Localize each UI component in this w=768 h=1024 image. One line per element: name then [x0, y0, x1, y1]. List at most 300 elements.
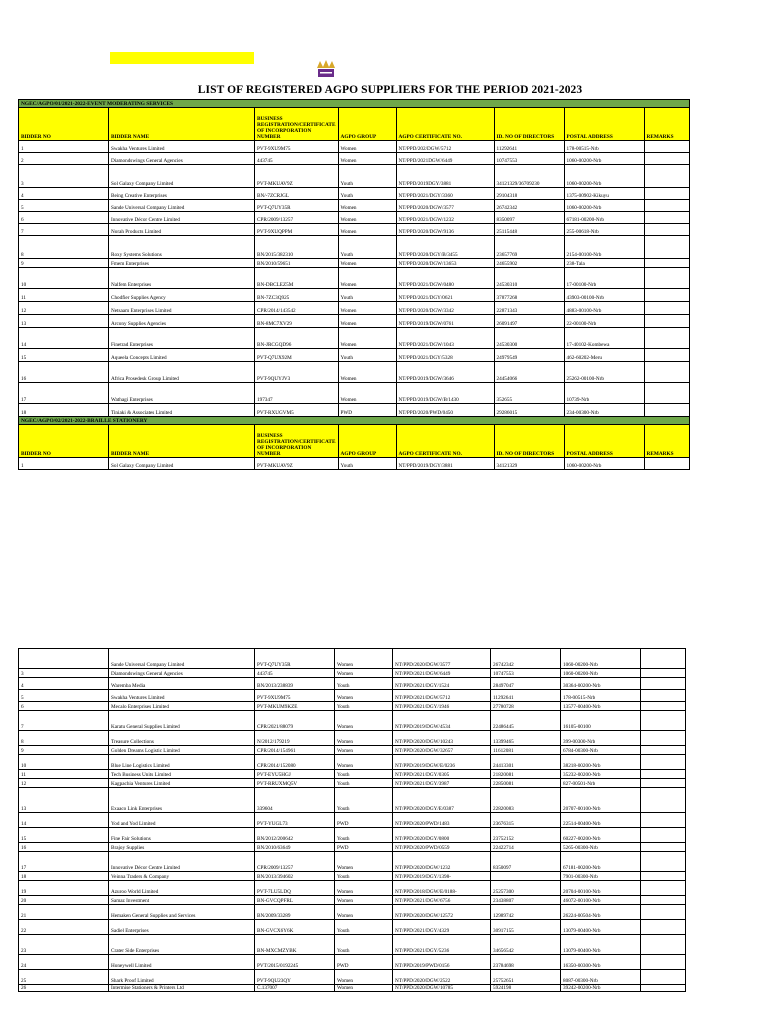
director-id-cell: 23438807: [491, 896, 561, 905]
page-title: LIST OF REGISTERED AGPO SUPPLIERS FOR THE PERIOD 2021-2023: [197, 84, 583, 96]
bidder-name-cell: Aqueela Concepts Limited: [109, 349, 255, 362]
registration-number-cell: BN-8MC7XV29: [255, 315, 339, 328]
bidder-no-cell: 25: [19, 970, 109, 985]
postal-address-cell: 35232-00200-Nrb: [561, 770, 641, 779]
table-row: [19, 259, 690, 268]
agpo-group-cell: PWD: [338, 404, 396, 417]
agpo-certificate-cell: NT/PPD/2021/DGW/6756: [393, 896, 491, 905]
remarks-cell: [644, 289, 689, 302]
bidder-no-cell: 3: [19, 669, 109, 678]
bidder-no-cell: 17: [19, 383, 109, 404]
agpo-group-cell: Youth: [335, 702, 393, 711]
postal-address-cell: 1060-00200-Nrb: [561, 649, 641, 669]
director-id-cell: 5924198: [491, 985, 561, 992]
director-id-cell: 25752651: [491, 970, 561, 985]
column-header-postal: POSTAL ADDRESS: [564, 425, 644, 458]
table-row: [19, 302, 690, 315]
registration-number-cell: PVT-MKUAV9Z: [255, 458, 339, 470]
bidder-no-cell: 1: [19, 458, 109, 470]
registration-number-cell: BN-GVCQPFRL: [255, 896, 335, 905]
director-id-cell: 8350097: [491, 852, 561, 872]
postal-address-cell: 60227-00200-Nrb: [561, 828, 641, 843]
section-title-row: [19, 417, 690, 425]
bidder-no-cell: 1: [19, 141, 109, 153]
bidder-no-cell: 13: [19, 315, 109, 328]
director-id-cell: 23657769: [494, 236, 564, 259]
table-row: [19, 779, 686, 788]
bidder-no-cell: 10: [19, 755, 109, 770]
agpo-group-cell: Women: [335, 669, 393, 678]
postal-address-cell: 1060-00200-Nrb: [561, 669, 641, 678]
director-id-cell: 13399465: [491, 731, 561, 746]
agpo-certificate-cell: NT/PPD/2020/DGY/0800: [393, 828, 491, 843]
director-id-cell: 21820081: [491, 770, 561, 779]
director-id-cell: 29286015: [494, 404, 564, 417]
remarks-cell: [644, 259, 689, 268]
director-id-cell: 28497047: [491, 678, 561, 690]
bidder-name-cell: Finetrad Enterprises: [109, 328, 255, 349]
registration-number-cell: PVT-9XU9M75: [255, 141, 339, 153]
agpo-certificate-cell: NT/PPD/2019/DGY/3881: [396, 458, 494, 470]
agpo-certificate-cell: NT/PPD/2020/DGW/13653: [396, 259, 494, 268]
column-header-bidder-no: BIDDER NO: [19, 425, 109, 458]
director-id-cell: [491, 872, 561, 881]
registration-number-cell: CPR/2021/88079: [255, 711, 335, 731]
bidder-name-cell: Veinna Traders & Company: [109, 872, 255, 881]
director-id-cell: 22850081: [491, 779, 561, 788]
agpo-certificate-cell: NT/PPD/2019/DGW/0761: [396, 315, 494, 328]
agpo-group-cell: PWD: [335, 813, 393, 828]
director-id-cell: 11612081: [491, 746, 561, 755]
column-header-bidder-no: BIDDER NO: [19, 108, 109, 141]
director-id-cell: 23676315: [491, 813, 561, 828]
table-row: [19, 383, 690, 404]
director-id-cell: 22486445: [491, 711, 561, 731]
remarks-cell: [641, 843, 686, 852]
table-row: [19, 362, 690, 383]
agpo-group-cell: Youth: [338, 188, 396, 200]
table-row: [19, 788, 686, 813]
agpo-group-cell: Women: [335, 755, 393, 770]
director-id-cell: 26742342: [491, 649, 561, 669]
postal-address-cell: 5265-00300-Nrb: [561, 843, 641, 852]
agpo-group-cell: Women: [338, 212, 396, 224]
agpo-group-cell: Youth: [338, 236, 396, 259]
agpo-group-cell: Women: [335, 970, 393, 985]
postal-address-cell: 25262-00100-Nrb: [564, 362, 644, 383]
bidder-name-cell: Swakha Ventures Limited: [109, 690, 255, 702]
agpo-group-cell: Women: [335, 690, 393, 702]
bidder-name-cell: Roxy Systems Solutions: [109, 236, 255, 259]
remarks-cell: [641, 935, 686, 955]
remarks-cell: [644, 141, 689, 153]
table-row: [19, 328, 690, 349]
postal-address-cell: 1060-00200-Nrb: [564, 165, 644, 188]
registration-number-cell: PVT-RXUGVM5: [255, 404, 339, 417]
table-row: [19, 852, 686, 872]
bidder-name-cell: Innovative Décor Centre Limited: [109, 212, 255, 224]
agpo-group-cell: Women: [338, 141, 396, 153]
table-row: [19, 315, 690, 328]
postal-address-cell: 26224-00504-Nrb: [561, 905, 641, 920]
bidder-name-cell: Intermise Stationers & Printers Ltd: [109, 985, 255, 992]
table-row: [19, 813, 686, 828]
director-id-cell: 34656542: [491, 935, 561, 955]
remarks-cell: [644, 349, 689, 362]
bidder-name-cell: Swakha Ventures Limited: [109, 141, 255, 153]
registration-number-cell: BN/2015/382310: [255, 236, 339, 259]
table-row: [19, 669, 686, 678]
director-id-cell: 24413301: [491, 755, 561, 770]
remarks-cell: [641, 690, 686, 702]
bidder-name-cell: Crater Side Enterprises: [109, 935, 255, 955]
agpo-group-cell: Women: [338, 153, 396, 165]
bidder-name-cell: Fine Fair Solutions: [109, 828, 255, 843]
agpo-certificate-cell: NT/PPD/2021/DGW/6449: [393, 669, 491, 678]
agpo-certificate-cell: NT/PPD/2020/PWD/0450: [396, 404, 494, 417]
bidder-no-cell: 17: [19, 852, 109, 872]
bidder-no-cell: 26: [19, 985, 109, 992]
postal-address-cell: 13079-00400-Nrb: [561, 935, 641, 955]
registration-number-cell: PVT-Q7UY35R: [255, 649, 335, 669]
table-row: [19, 649, 686, 669]
postal-address-cell: 30364-00200-Nrb: [561, 678, 641, 690]
bidder-no-cell: 8: [19, 236, 109, 259]
director-id-cell: 11292641: [494, 141, 564, 153]
registration-number-cell: PVT-9QUYJV3: [255, 362, 339, 383]
registration-number-cell: CPR/2009/13257: [255, 852, 335, 872]
agpo-group-cell: Women: [338, 224, 396, 236]
bidder-name-cell: Tech Business Units Limited: [109, 770, 255, 779]
postal-address-cell: 255-00618-Nrb: [564, 224, 644, 236]
remarks-cell: [641, 852, 686, 872]
remarks-cell: [641, 711, 686, 731]
postal-address-cell: 6784-00300-Nrb: [561, 746, 641, 755]
director-id-cell: 37877268: [494, 289, 564, 302]
postal-address-cell: 38218-00200-Nrb: [561, 755, 641, 770]
bidder-no-cell: 21: [19, 905, 109, 920]
postal-address-cell: 178-00515-Nrb: [561, 690, 641, 702]
remarks-cell: [641, 896, 686, 905]
column-header-agpo-cert: AGPO CERTIFICATE NO.: [396, 108, 494, 141]
agpo-certificate-cell: NT/PPD/2019/DGW/4534: [393, 711, 491, 731]
suppliers-table: [18, 99, 690, 470]
agpo-certificate-cell: NT/PPD/2021/DGW/0480: [396, 268, 494, 289]
agpo-certificate-cell: NT/PPD/2020/DGW/3577: [393, 649, 491, 669]
postal-address-cell: 67181-00200-Nrb: [564, 212, 644, 224]
agpo-group-cell: Youth: [335, 872, 393, 881]
agpo-group-cell: Youth: [338, 349, 396, 362]
remarks-cell: [641, 955, 686, 970]
bidder-no-cell: 3: [19, 165, 109, 188]
postal-address-cell: 234-00300-Nrb: [564, 404, 644, 417]
bidder-no-cell: 23: [19, 935, 109, 955]
bidder-name-cell: Sol Galaxy Company Limited: [109, 165, 255, 188]
director-id-cell: 22871343: [494, 302, 564, 315]
agpo-certificate-cell: NT/PPD/2019/DGY/1398-: [393, 872, 491, 881]
bidder-name-cell: Waremba Media: [109, 678, 255, 690]
remarks-cell: [644, 458, 689, 470]
registration-number-cell: 339604: [255, 788, 335, 813]
agpo-certificate-cell: NT/PPD/2018/DGW/E/0188-: [393, 881, 491, 896]
bidder-no-cell: 24: [19, 955, 109, 970]
bidder-name-cell: Chodfier Supplies Agency: [109, 289, 255, 302]
agpo-group-cell: PWD: [335, 955, 393, 970]
director-id-cell: 26091497: [494, 315, 564, 328]
agpo-group-cell: Youth: [335, 828, 393, 843]
table-row: [19, 690, 686, 702]
bidder-no-cell: 14: [19, 813, 109, 828]
postal-address-cell: 43903-00100-Nrb: [564, 289, 644, 302]
table-row: [19, 985, 686, 992]
remarks-cell: [641, 828, 686, 843]
registration-number-cell: PVT-7LU5LDQ: [255, 881, 335, 896]
registration-number-cell: CPR/2014/154961: [255, 746, 335, 755]
agpo-certificate-cell: NT/PPD/2021/DGY/4329: [393, 920, 491, 935]
registration-number-cell: PVT-Q7UX92M: [255, 349, 339, 362]
remarks-cell: [641, 746, 686, 755]
remarks-cell: [641, 770, 686, 779]
director-id-cell: 352655: [494, 383, 564, 404]
table-header-row: [19, 425, 690, 458]
bidder-no-cell: 18: [19, 872, 109, 881]
director-id-cell: 24979549: [494, 349, 564, 362]
agpo-certificate-cell: NT/PPD/2021/DGW/1043: [396, 328, 494, 349]
remarks-cell: [641, 872, 686, 881]
column-header-agpo-group: AGPO GROUP: [338, 108, 396, 141]
registration-number-cell: BN/2010/59651: [255, 259, 339, 268]
agpo-group-cell: Women: [335, 711, 393, 731]
bidder-name-cell: Wathagi Enterprises: [109, 383, 255, 404]
agpo-certificate-cell: NT/PPD/2020/DGW/12572: [393, 905, 491, 920]
remarks-cell: [644, 212, 689, 224]
bidder-no-cell: 16: [19, 362, 109, 383]
bidder-name-cell: Innovative Décor Centre Limited: [109, 852, 255, 872]
agpo-certificate-cell: NT/PPD/2020/DGW/9136: [396, 224, 494, 236]
table-row: [19, 872, 686, 881]
agpo-certificate-cell: NT/PPD/2021DGW/6449: [396, 153, 494, 165]
bidder-name-cell: Sadiel Enterprises: [109, 920, 255, 935]
remarks-cell: [644, 315, 689, 328]
bidder-name-cell: Mecalo Enterprises Limited: [109, 702, 255, 711]
table-row: [19, 935, 686, 955]
agpo-group-cell: Women: [335, 881, 393, 896]
agpo-group-cell: Women: [335, 896, 393, 905]
bidder-no-cell: 7: [19, 224, 109, 236]
agpo-group-cell: Women: [338, 268, 396, 289]
director-id-cell: 29104318: [494, 188, 564, 200]
remarks-cell: [641, 788, 686, 813]
bidder-name-cell: Diamondswings General Agencies: [109, 153, 255, 165]
bidder-name-cell: Sande Universal Company Limited: [109, 200, 255, 212]
agpo-group-cell: Women: [335, 905, 393, 920]
bidder-name-cell: Samaz Investment: [109, 896, 255, 905]
registration-number-cell: BN-MXCMZYBK: [255, 935, 335, 955]
registration-number-cell: BN-DBCLEZ5M: [255, 268, 339, 289]
bidder-name-cell: Nalfem Enterprises: [109, 268, 255, 289]
remarks-cell: [641, 702, 686, 711]
postal-address-cell: 22514-00400-Nrb: [561, 813, 641, 828]
bidder-no-cell: 22: [19, 920, 109, 935]
table-row: [19, 224, 690, 236]
bidder-name-cell: Yod and Yod Limited: [109, 813, 255, 828]
postal-address-cell: 17-00100-Nrb: [564, 268, 644, 289]
bidder-no-cell: 4: [19, 678, 109, 690]
registration-number-cell: CPR/2009/13257: [255, 212, 339, 224]
agpo-group-cell: PWD: [335, 843, 393, 852]
bidder-no-cell: 11: [19, 770, 109, 779]
registration-number-cell: 443745: [255, 669, 335, 678]
registration-number-cell: 197347: [255, 383, 339, 404]
director-id-cell: 22422714: [491, 843, 561, 852]
agpo-certificate-cell: NT/PPD/2021/DGY/3987: [393, 779, 491, 788]
column-header-reg-cert: BUSINESS REGISTRATION/CERTIFICATE OF INCORPORATION NUMBER: [255, 108, 339, 141]
director-id-cell: 22820083: [491, 788, 561, 813]
bidder-no-cell: 11: [19, 289, 109, 302]
postal-address-cell: 22-00100-Nrb: [564, 315, 644, 328]
bidder-no-cell: [19, 649, 109, 669]
agpo-certificate-cell: NT/PPD/2020/DGW/2522: [393, 970, 491, 985]
table-header-row: [19, 108, 690, 141]
agpo-group-cell: Women: [338, 302, 396, 315]
table-row: [19, 200, 690, 212]
registration-number-cell: BN/2013/394602: [255, 872, 335, 881]
table-row: [19, 212, 690, 224]
agpo-certificate-cell: NT/PPD/2020/PWD/1483: [393, 813, 491, 828]
registration-number-cell: PVT-RRUXMQ5V: [255, 779, 335, 788]
registration-number-cell: BN-7ZC3Q925: [255, 289, 339, 302]
table-row: [19, 236, 690, 259]
postal-address-cell: 67181-00200-Nrb: [561, 852, 641, 872]
agpo-certificate-cell: NT/PPD/2021/DGY/1946: [393, 702, 491, 711]
table-row: [19, 458, 690, 470]
postal-address-cell: 399-00300-Nrb: [561, 731, 641, 746]
remarks-cell: [641, 669, 686, 678]
bidder-no-cell: 19: [19, 881, 109, 896]
agpo-certificate-cell: NT/PPD/2020/DGW/32657: [393, 746, 491, 755]
agpo-certificate-cell: NT/PPD/2019/DGW/B/1430: [396, 383, 494, 404]
agpo-certificate-cell: NT/PPD/2021/DGW/1232: [396, 212, 494, 224]
agpo-certificate-cell: NT/PPD/2020/DGY/B/3455: [396, 236, 494, 259]
table-row: [19, 188, 690, 200]
bidder-no-cell: 18: [19, 404, 109, 417]
section-title: NGEC/AGPO/01/2021-2022-EVENT MODERATING SERVICES: [19, 100, 690, 108]
postal-address-cell: 2154-00100-Nrb: [564, 236, 644, 259]
bidder-name-cell: Sande Universal Company Limited: [109, 649, 255, 669]
postal-address-cell: 39242-00200-Nrb: [561, 985, 641, 992]
agpo-group-cell: Women: [338, 259, 396, 268]
table-row: [19, 153, 690, 165]
bidder-name-cell: Blue Line Logistics Limited: [109, 755, 255, 770]
agpo-certificate-cell: NT/PPD/2021/DGY/5236: [393, 935, 491, 955]
agpo-certificate-cell: NT/PPD/2020/PWD/0559: [393, 843, 491, 852]
remarks-cell: [641, 755, 686, 770]
registration-number-cell: BN/2009/33289: [255, 905, 335, 920]
registration-number-cell: PVT-9XU9M75: [255, 690, 335, 702]
bidder-no-cell: 13: [19, 788, 109, 813]
table-row: [19, 404, 690, 417]
table-row: [19, 141, 690, 153]
remarks-cell: [641, 649, 686, 669]
remarks-cell: [644, 153, 689, 165]
table-row: [19, 289, 690, 302]
bidder-no-cell: 12: [19, 779, 109, 788]
agpo-group-cell: Women: [338, 200, 396, 212]
bidder-no-cell: 15: [19, 349, 109, 362]
remarks-cell: [641, 985, 686, 992]
postal-address-cell: 13079-00400-Nrb: [561, 920, 641, 935]
director-id-cell: 24454066: [494, 362, 564, 383]
postal-address-cell: 20707-00100-Nrb: [561, 788, 641, 813]
table-row: [19, 349, 690, 362]
registration-number-cell: BN/-7ZCRJGL: [255, 188, 339, 200]
remarks-cell: [641, 881, 686, 896]
agpo-group-cell: Women: [335, 985, 393, 992]
postal-address-cell: 1060-00200-Nrb: [564, 153, 644, 165]
bidder-name-cell: Fmem Enterprises: [109, 259, 255, 268]
bidder-name-cell: Treasure Collections: [109, 731, 255, 746]
registration-number-cell: C.137007: [255, 985, 335, 992]
remarks-cell: [644, 188, 689, 200]
bidder-name-cell: Golden Dreams Logistic Limited: [109, 746, 255, 755]
agpo-certificate-cell: NT/PPD/2021/DGY/3360: [396, 188, 494, 200]
highlight-box: [110, 52, 254, 64]
director-id-cell: 26742342: [494, 200, 564, 212]
agpo-certificate-cell: NT/PPD/2020/DGY/E/0387: [393, 788, 491, 813]
column-header-agpo-cert: AGPO CERTIFICATE NO.: [396, 425, 494, 458]
remarks-cell: [641, 678, 686, 690]
agpo-certificate-cell: NT/PPD/2020/DGW/1232: [393, 852, 491, 872]
director-id-cell: 34121329: [494, 458, 564, 470]
registration-number-cell: BN/2010/63649: [255, 843, 335, 852]
director-id-cell: 23752152: [491, 828, 561, 843]
postal-address-cell: 16105-00100: [561, 711, 641, 731]
postal-address-cell: 13577-00400-Nrb: [561, 702, 641, 711]
postal-address-cell: 17-40102-Kombewa: [564, 328, 644, 349]
table-row: [19, 905, 686, 920]
agpo-group-cell: Women: [338, 315, 396, 328]
agpo-group-cell: Women: [335, 746, 393, 755]
section-title: NGEC/AGPO/02/2021-2022-BRAILLE STATIONERY: [19, 417, 690, 425]
registration-number-cell: BN/2012/200642: [255, 828, 335, 843]
bidder-no-cell: 5: [19, 200, 109, 212]
bidder-name-cell: Hemaken General Supplies and Services: [109, 905, 255, 920]
bidder-no-cell: 6: [19, 702, 109, 711]
postal-address-cell: 462-60202-Meru: [564, 349, 644, 362]
column-header-directors: ID. NO OF DIRECTORS: [494, 425, 564, 458]
agpo-group-cell: Youth: [335, 920, 393, 935]
agpo-group-cell: Women: [338, 328, 396, 349]
table-row: [19, 881, 686, 896]
agpo-certificate-cell: NT/PPD/2021/DGY/5328: [396, 349, 494, 362]
table-row: [19, 770, 686, 779]
director-id-cell: 11292641: [491, 690, 561, 702]
agpo-group-cell: Youth: [335, 935, 393, 955]
agpo-certificate-cell: NT/PPD/2021/DGY/1524: [393, 678, 491, 690]
director-id-cell: 25257300: [491, 881, 561, 896]
bidder-name-cell: Exaaco Link Enterprises: [109, 788, 255, 813]
bidder-name-cell: Karatu General Supplies Limited: [109, 711, 255, 731]
director-id-cell: 23784698: [491, 955, 561, 970]
remarks-cell: [644, 383, 689, 404]
postal-address-cell: 1060-00200-Nrb: [564, 458, 644, 470]
agpo-certificate-cell: NT/PPD/2020/DGW/10243: [393, 731, 491, 746]
remarks-cell: [644, 268, 689, 289]
director-id-cell: 12989742: [491, 905, 561, 920]
registration-number-cell: PVT-MKUAV9Z: [255, 165, 339, 188]
postal-address-cell: 8087-00300-Nrb: [561, 970, 641, 985]
remarks-cell: [644, 236, 689, 259]
